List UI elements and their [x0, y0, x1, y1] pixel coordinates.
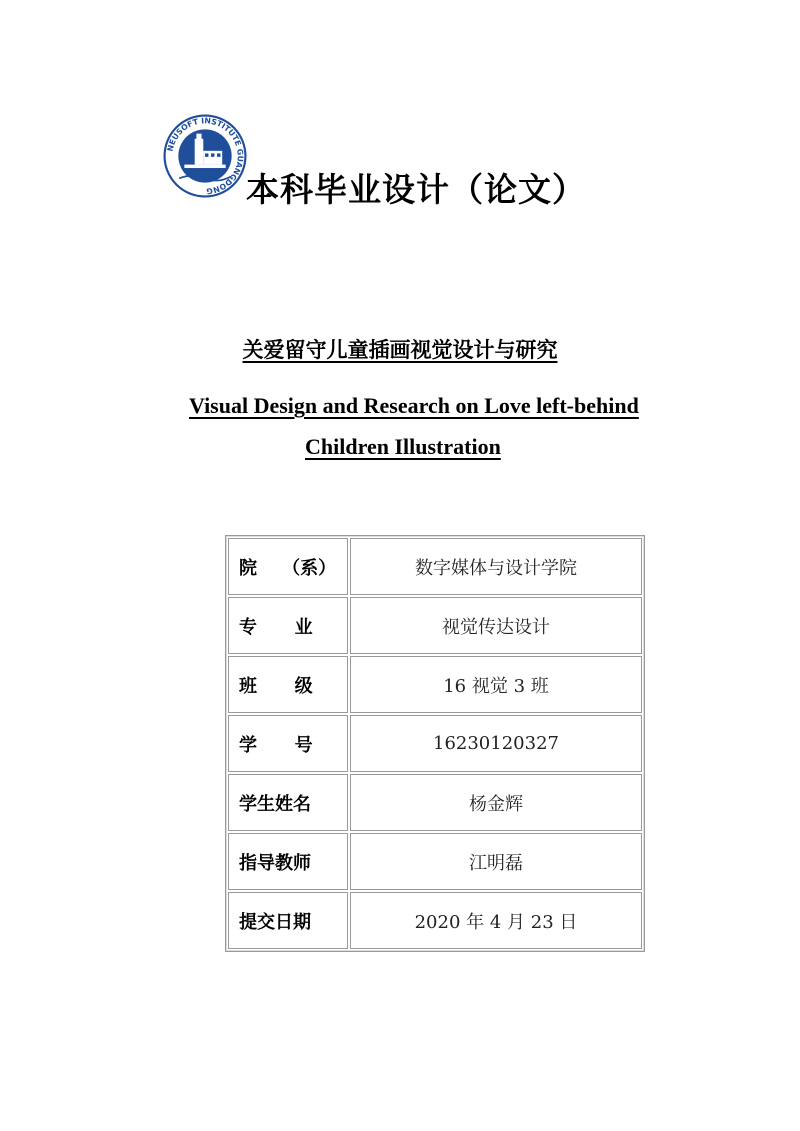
value-submit-date: 2020 年 4 月 23 日: [350, 892, 642, 949]
label-advisor: 指导教师: [228, 833, 348, 890]
svg-text:NEUSOFT INSTITUTE GUANGDONG: NEUSOFT INSTITUTE GUANGDONG: [165, 116, 245, 196]
label-student-name: 学生姓名: [228, 774, 348, 831]
value-major: 视觉传达设计: [350, 597, 642, 654]
row-student-name: [228, 774, 642, 831]
row-advisor: [228, 833, 642, 890]
thesis-title-cn: 关爱留守儿童插画视觉设计与研究: [242, 338, 558, 362]
label-major: 专 业: [228, 597, 348, 654]
value-student-name: 杨金辉: [350, 774, 642, 831]
value-advisor: 江明磊: [350, 833, 642, 890]
value-student-id: 16230120327: [350, 715, 642, 772]
thesis-title-en-line2: Children Illustration: [305, 434, 501, 459]
value-department: 数字媒体与设计学院: [350, 538, 642, 595]
row-class: [228, 656, 642, 713]
main-title: 本科毕业设计（论文）: [246, 170, 586, 209]
row-major: [228, 597, 642, 654]
label-submit-date: 提交日期: [228, 892, 348, 949]
school-logo: [162, 113, 248, 199]
student-info-table: [225, 535, 645, 952]
row-submit-date: [228, 892, 642, 949]
row-department: [228, 538, 642, 595]
value-class: 16 视觉 3 班: [350, 656, 642, 713]
row-student-id: [228, 715, 642, 772]
label-department: 院 （系）: [228, 538, 348, 595]
thesis-title-en-line1: Visual Design and Research on Love left-behind: [189, 393, 639, 418]
label-student-id: 学 号: [228, 715, 348, 772]
label-class: 班 级: [228, 656, 348, 713]
